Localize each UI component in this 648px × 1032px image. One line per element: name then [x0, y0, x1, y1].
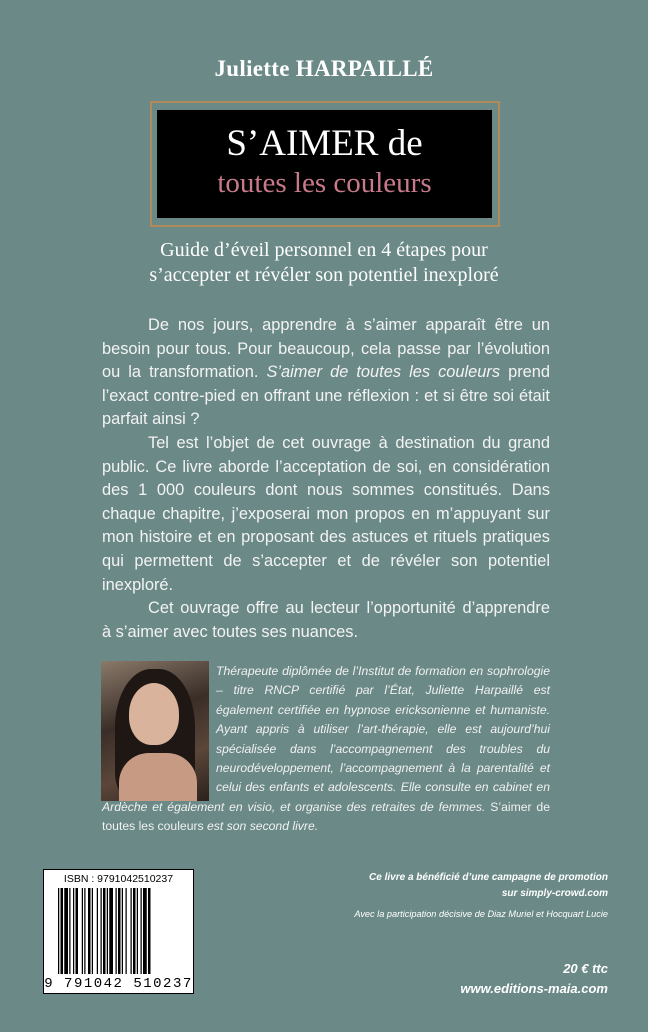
bio-end: est son second livre.	[203, 819, 319, 834]
isbn-label: ISBN : 9791042510237	[63, 873, 174, 885]
bio-book-title: S’aimer de toutes les couleurs	[102, 799, 550, 834]
barcode-bar	[148, 888, 151, 974]
barcode-bar	[101, 888, 102, 974]
subtitle-line1: Guide d’éveil personnel en 4 étapes pour	[160, 239, 488, 261]
barcode-bar	[73, 888, 74, 974]
barcode-bar	[131, 888, 132, 974]
barcode-bar	[126, 888, 127, 974]
barcode-bar	[122, 888, 123, 974]
barcode-bar	[58, 888, 59, 974]
barcode-bar	[116, 888, 117, 974]
barcode-bar	[97, 888, 98, 974]
blurb-paragraph-2: Tel est l’objet de cet ouvrage à destination du grand public. Ce livre aborde l’acceptation de soi, en considération des 1 000 couleurs dont nous sommes constitués. Dans chaque chapitre, j’exposerai mon propos en m’appuyant sur mon histoire et en proposant des astuces et rituels pratiques qui permettent de s’accepter et de révéler son potentiel inexploré.	[102, 433, 550, 594]
barcode-icon	[58, 888, 187, 974]
barcode-bar	[69, 888, 70, 974]
isbn-barcode-box	[43, 869, 194, 994]
barcode-bar	[61, 888, 64, 974]
barcode-bar	[141, 888, 142, 974]
barcode-bar	[143, 888, 147, 974]
promo-line2: sur simply-crowd.com	[501, 888, 608, 899]
barcode-bar	[103, 888, 106, 974]
barcode-bar	[64, 888, 68, 974]
barcode-bar	[82, 888, 83, 974]
blurb-text: De nos jours, apprendre à s’aimer apparaît être un besoin pour tous. Pour beaucoup, cela passe par l’évolution ou la transformation.	[102, 316, 550, 382]
barcode-bar	[76, 888, 79, 974]
book-title-line2: toutes les couleurs	[217, 167, 432, 199]
publisher-website: www.editions-maia.com	[460, 981, 608, 996]
author-bio	[102, 662, 550, 837]
price: 20 € ttc	[563, 961, 608, 976]
barcode-bar	[107, 888, 108, 974]
author-name: Juliette HARPAILLÉ	[214, 56, 434, 81]
barcode-bar	[109, 888, 113, 974]
title-box	[157, 110, 492, 218]
photo-spacer	[102, 662, 216, 797]
participation-note: Avec la participation décisive de Diaz Muriel et Hocquart Lucie	[354, 909, 608, 919]
promotion-note	[308, 870, 608, 902]
book-title-line1: S’AIMER de	[226, 123, 423, 164]
blurb-paragraph-1	[102, 314, 550, 432]
barcode-bar	[133, 888, 136, 974]
subtitle-line2: s’accepter et révéler son potentiel inexploré	[149, 264, 499, 286]
barcode-bar	[88, 888, 91, 974]
blurb-text: prend l’exact contre-pied en offrant une réflexion : et si être soi était parfait ainsi ?	[102, 363, 551, 429]
bio-text: Thérapeute diplômée de l’Institut de formation en sophrologie – titre RNCP certifié par l’État, Juliette Harpaillé est également certifiée en hypnose ericksonienne et humaniste. Ayant appris à utiliser l’art-thérapie, elle est aujourd’hui spécialisée dans l’accompagnement des troubles du neurodéveloppement, l’accompagnement à la parentalité et celui des enfants et adolescents. Elle consulte en cabinet en Ardèche et également en visio, et organise des retraites de femmes.	[102, 664, 550, 814]
barcode-bar	[84, 888, 85, 974]
barcode-bar	[137, 888, 138, 974]
isbn-digits: 9 791042 510237	[44, 976, 193, 992]
book-subtitle	[0, 238, 648, 288]
back-cover-blurb	[102, 314, 550, 644]
blurb-book-title: S’aimer de toutes les couleurs	[266, 363, 501, 382]
barcode-bar	[118, 888, 121, 974]
blurb-paragraph-3: Cet ouvrage offre au lecteur l’opportunité d’apprendre à s’aimer avec toutes ses nuances.	[102, 599, 550, 641]
promo-line1: Ce livre a bénéficié d’une campagne de promotion	[369, 872, 608, 883]
barcode-bar	[92, 888, 93, 974]
